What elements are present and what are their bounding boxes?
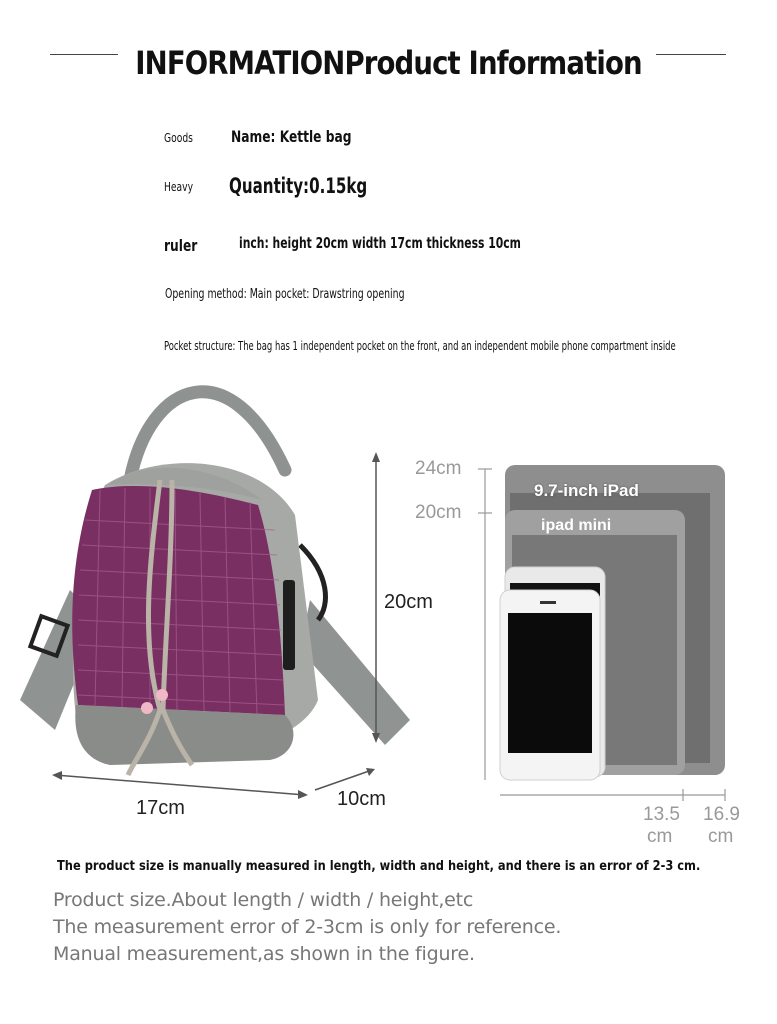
page-title: INFORMATIONProduct Information: [135, 44, 642, 82]
goods-label: Goods: [164, 131, 193, 145]
heavy-value: Quantity:0.15kg: [229, 174, 368, 198]
ruler-label: ruler: [164, 236, 198, 255]
bag-dimension-lines: [0, 440, 440, 810]
width-135-label: 13.5: [643, 804, 680, 825]
height-24-label: 24cm: [415, 458, 462, 479]
measurement-note: The product size is manually measured in length, width and height, and there is an error of 2-3 cm.: [57, 859, 701, 874]
width-135-unit: cm: [647, 826, 673, 847]
width-169-unit: cm: [708, 826, 734, 847]
heavy-label: Heavy: [164, 180, 194, 194]
bag-depth-label: 10cm: [337, 788, 386, 810]
ipad-mini-label: ipad mini: [541, 517, 612, 534]
width-169-label: 16.9: [703, 804, 740, 825]
height-20-label: 20cm: [415, 502, 462, 523]
bag-height-label: 20cm: [384, 591, 433, 613]
note-line-3: Manual measurement,as shown in the figure.: [53, 943, 475, 965]
pocket-structure: Pocket structure: The bag has 1 independent pocket on the front, and an independent mobile phone compartment inside: [164, 338, 676, 353]
ipad-label: 9.7-inch iPad: [534, 481, 639, 500]
ruler-value: inch: height 20cm width 17cm thickness 10cm: [239, 234, 521, 252]
note-line-2: The measurement error of 2-3cm is only for reference.: [53, 916, 562, 938]
device-comparison: [470, 455, 740, 815]
opening-method: Opening method: Main pocket: Drawstring opening: [165, 287, 405, 302]
goods-value: Name: Kettle bag: [231, 127, 352, 146]
bag-width-label: 17cm: [136, 797, 185, 819]
note-line-1: Product size.About length / width / height,etc: [53, 889, 474, 911]
